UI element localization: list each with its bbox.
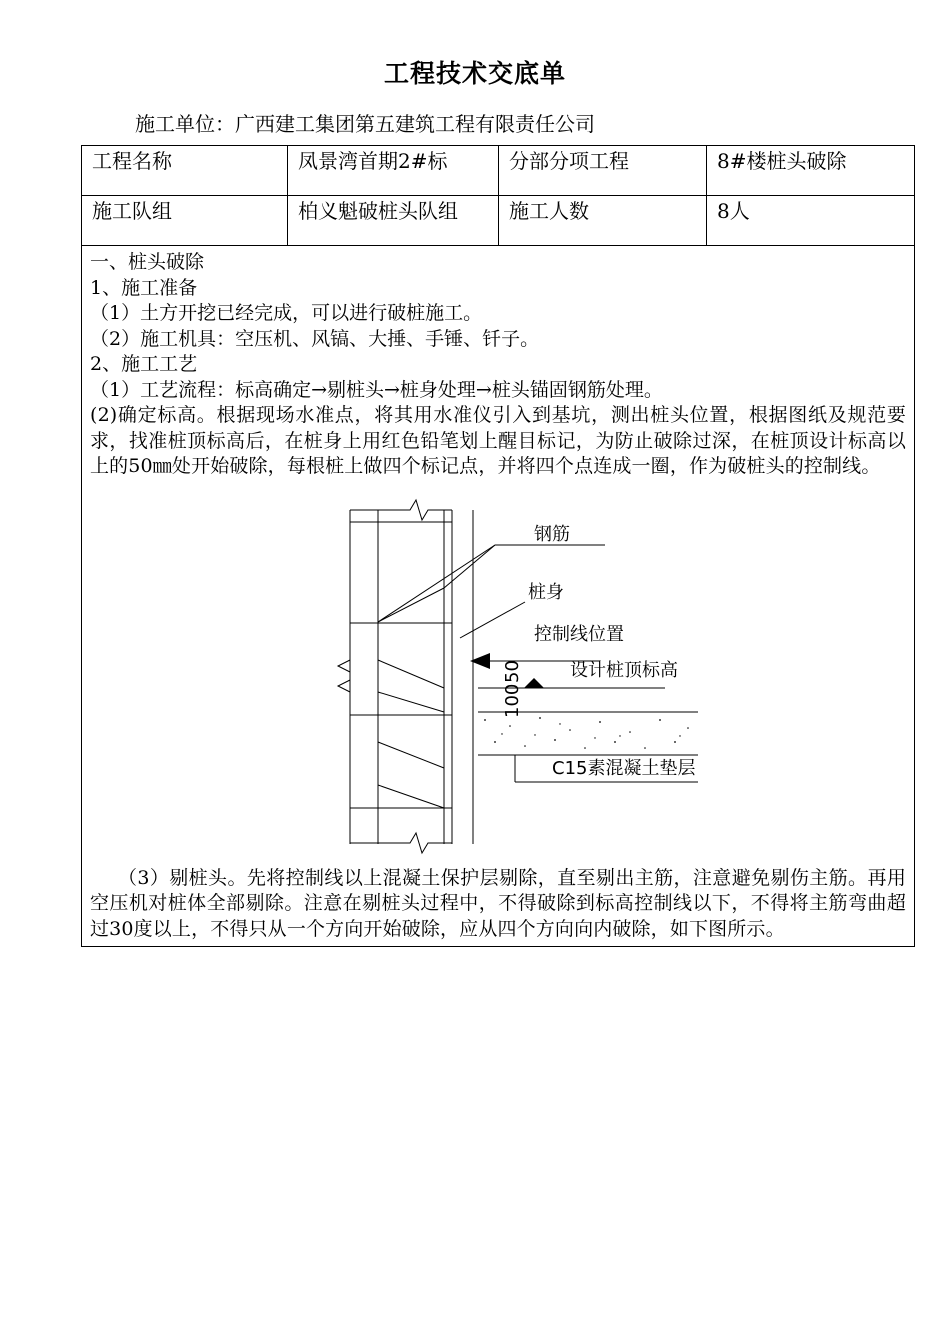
disclosure-table xyxy=(81,145,915,947)
table-row xyxy=(82,196,915,246)
pile-head-diagram xyxy=(90,480,906,866)
process-item-3: （3）剔桩头。先将控制线以上混凝土保护层剔除，直至剔出主筋，注意避免剔伤主筋。再用空压机对桩体全部剔除。注意在剔桩头过程中，不得破除到标高控制线以下，不得将主筋弯曲超过30度以上，不得只从一个方向开始破除，应从四个方向向内破除，如下图所示。 xyxy=(90,866,906,940)
top-break-line xyxy=(350,500,452,520)
table-row xyxy=(82,246,915,947)
process-item-2: (2)确定标高。根据现场水准点，将其用水准仪引入到基坑，测出桩头位置，根据图纸及规范要求，找准桩顶标高后，在桩身上用红色铅笔划上醒目标记，为防止破除过深，在桩顶设计标高以上的50㎜处开始破除，每根桩上做四个标记点，并将四个点连成一圈，作为破桩头的控制线。 xyxy=(90,404,906,477)
document-title: 工程技术交底单 xyxy=(383,59,566,88)
spiral-line xyxy=(378,785,444,808)
dimension-50: 50 xyxy=(502,659,523,683)
pile-body-leader xyxy=(460,602,525,638)
process-item-1: （1）工艺流程：标高确定→剔桩头→桩身处理→桩头锚固钢筋处理。 xyxy=(90,378,663,401)
bottom-break-line xyxy=(350,833,452,853)
spiral-line xyxy=(378,692,444,712)
cell-headcount-value: 8人 xyxy=(707,196,915,246)
notch-mark xyxy=(338,680,350,692)
pile-diagram-svg xyxy=(90,480,906,866)
cell-project-name-value: 凤景湾首期2#标 xyxy=(288,146,499,196)
cell-team-label: 施工队组 xyxy=(82,196,288,246)
label-design-top: 设计桩顶标高 xyxy=(570,659,678,681)
concrete-texture xyxy=(484,717,689,749)
label-rebar: 钢筋 xyxy=(534,523,570,545)
prep-item-2: （2）施工机具：空压机、风镐、大捶、手锤、钎子。 xyxy=(90,327,540,350)
construction-unit: 施工单位：广西建工集团第五建筑工程有限责任公司 xyxy=(135,112,595,136)
label-control-line: 控制线位置 xyxy=(534,623,624,645)
content-cell xyxy=(82,246,915,947)
spiral-line xyxy=(378,660,444,688)
spiral-line xyxy=(378,588,444,622)
prep-item-1: （1）土方开挖已经完成，可以进行破桩施工。 xyxy=(90,302,483,324)
table-row xyxy=(82,146,915,196)
cell-headcount-label: 施工人数 xyxy=(499,196,707,246)
elevation-triangle-icon xyxy=(524,678,544,688)
label-pile-body: 桩身 xyxy=(528,581,564,603)
rebar-leader xyxy=(378,545,495,622)
section-title: 一、桩头破除 xyxy=(90,251,205,273)
process-title: 2、施工工艺 xyxy=(90,353,198,375)
cell-subproject-label: 分部分项工程 xyxy=(499,146,707,196)
cell-team-value: 柏义魁破桩头队组 xyxy=(288,196,499,246)
notch-mark xyxy=(338,660,350,672)
cell-subproject-value: 8#楼桩头破除 xyxy=(707,146,915,196)
dimension-100: 100 xyxy=(502,683,523,718)
spiral-line xyxy=(378,742,444,768)
prep-title: 1、施工准备 xyxy=(90,276,198,299)
label-cushion: C15素混凝土垫层 xyxy=(552,757,696,779)
cell-project-name-label: 工程名称 xyxy=(82,146,288,196)
